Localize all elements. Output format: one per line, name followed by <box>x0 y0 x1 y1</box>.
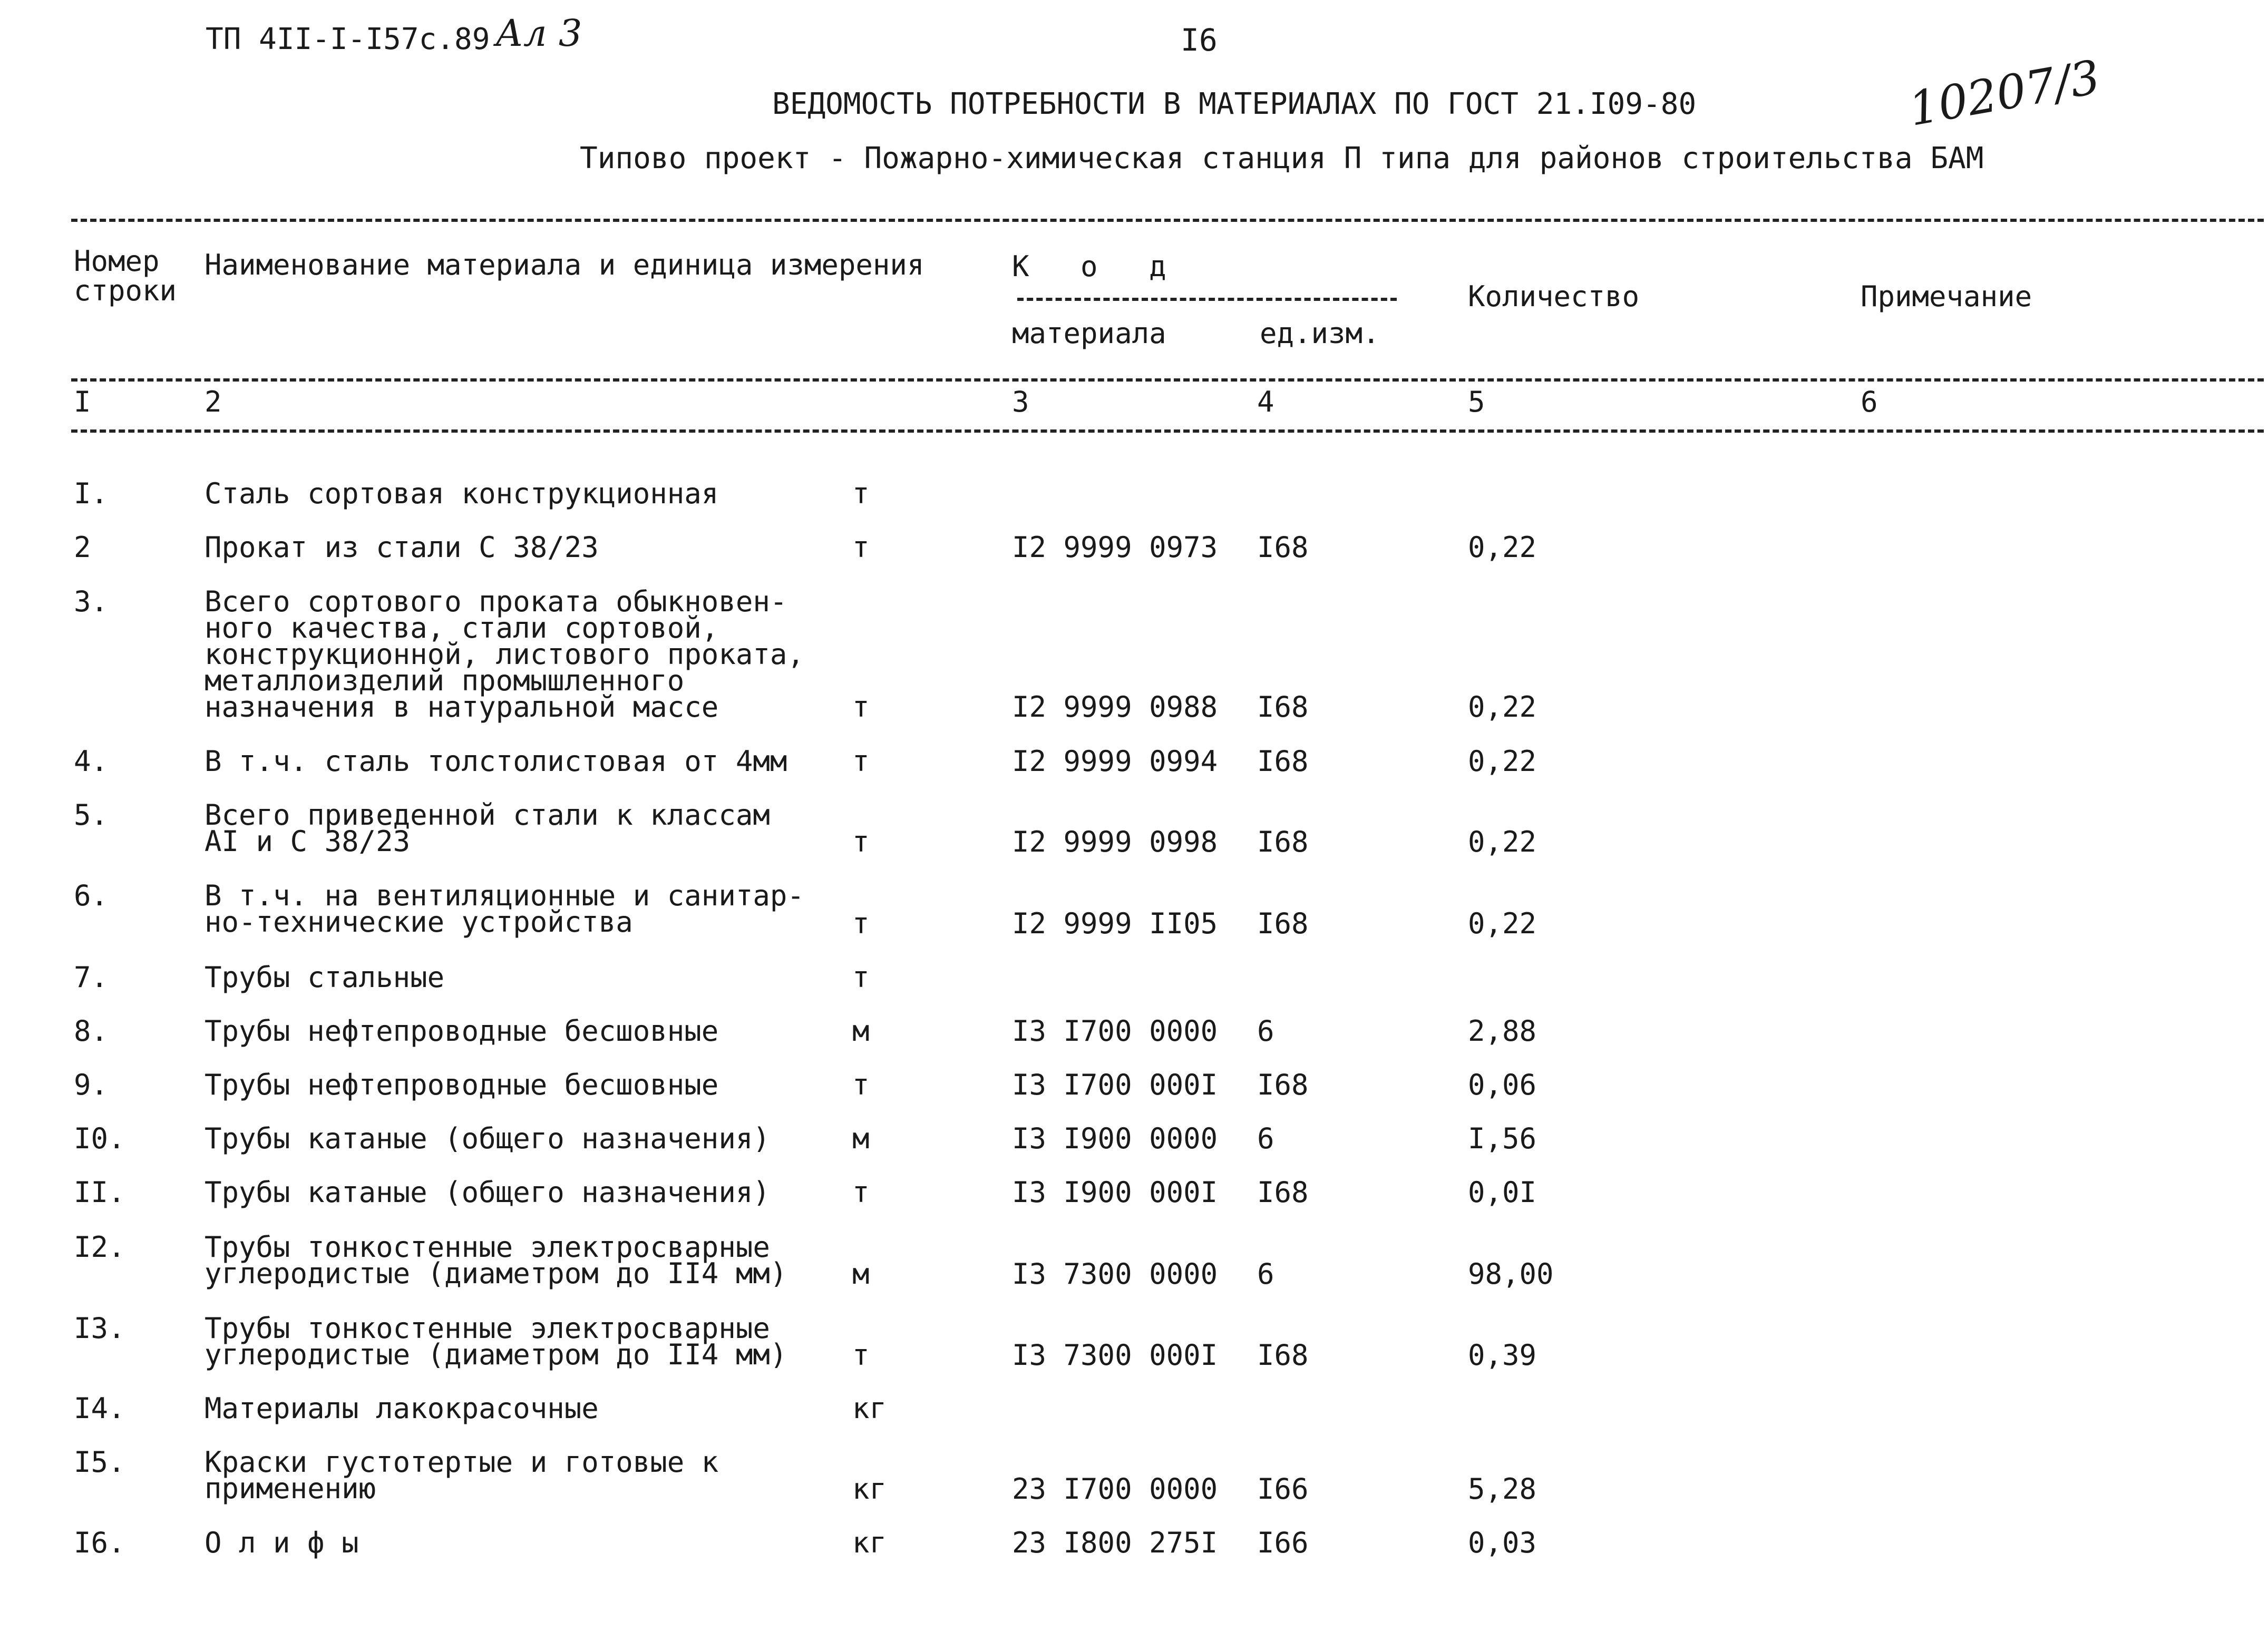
row-unit-code: I68 <box>1257 1068 1309 1101</box>
row-material-name: О л и ф ы <box>205 1526 359 1559</box>
row-quantity: 0,03 <box>1468 1526 1537 1559</box>
row-unit: кг <box>852 1392 887 1425</box>
row-number: 9. <box>74 1068 109 1101</box>
row-material-name: Всего приведенной стали к классам АI и С 38/23 <box>205 798 770 858</box>
row-unit-code: I66 <box>1257 1526 1309 1559</box>
row-material-code: I3 I700 000I <box>1012 1068 1218 1101</box>
row-material-code: I3 7300 0000 <box>1012 1257 1218 1291</box>
row-quantity: 98,00 <box>1468 1257 1554 1291</box>
row-unit: кг <box>852 1526 887 1559</box>
row-unit-code: I68 <box>1257 1176 1309 1209</box>
header-code-rule <box>1017 298 1397 301</box>
header-unit-code: ед.изм. <box>1260 317 1380 350</box>
row-material-name: Всего сортового проката обыкновен- ного качества, стали сортовой, конструкционной, листового проката, металлоизделий промышленного назначения в натуральной массе <box>205 585 804 724</box>
column-number-1: I <box>74 385 91 418</box>
row-unit: м <box>852 1257 870 1291</box>
row-unit: т <box>852 690 870 724</box>
row-number: 3. <box>74 585 109 618</box>
document-code: ТП 4II-I-I57с.89 <box>206 22 490 56</box>
header-material-name: Наименование материала и единица измерения <box>205 248 924 281</box>
row-unit: т <box>852 745 870 778</box>
header-mid-rule <box>71 378 2264 382</box>
row-number: I4. <box>74 1392 125 1425</box>
row-number: 2 <box>74 531 91 564</box>
row-unit: т <box>852 477 870 510</box>
row-quantity: 0,22 <box>1468 825 1537 858</box>
header-top-rule <box>71 219 2264 222</box>
row-number: 8. <box>74 1014 109 1048</box>
row-number: 7. <box>74 961 109 994</box>
row-material-name: Материалы лакокрасочные <box>205 1392 599 1425</box>
row-unit: т <box>852 1068 870 1101</box>
row-quantity: 5,28 <box>1468 1472 1537 1506</box>
row-material-code: I2 9999 0988 <box>1012 690 1218 724</box>
row-number: I. <box>74 477 109 510</box>
row-material-name: Трубы тонкостенные электросварные углеродистые (диаметром до II4 мм) <box>205 1312 787 1371</box>
row-material-code: I3 I900 0000 <box>1012 1122 1218 1155</box>
row-unit-code: I68 <box>1257 531 1309 564</box>
handwritten-number: 10207/3 <box>1904 50 2104 136</box>
row-number: I6. <box>74 1526 125 1559</box>
row-material-name: Трубы тонкостенные электросварные углеродистые (диаметром до II4 мм) <box>205 1230 787 1290</box>
row-quantity: 0,39 <box>1468 1339 1537 1372</box>
row-quantity: 0,22 <box>1468 531 1537 564</box>
row-material-code: I3 I900 000I <box>1012 1176 1218 1209</box>
row-material-name: Трубы стальные <box>205 961 445 994</box>
row-unit-code: I68 <box>1257 1339 1309 1372</box>
row-unit: т <box>852 825 870 858</box>
column-number-2: 2 <box>205 385 222 418</box>
row-number: I5. <box>74 1445 125 1479</box>
document-subtitle: Типово проект - Пожарно-химическая станция П типа для районов строительства БАМ <box>580 141 1984 175</box>
row-quantity: I,56 <box>1468 1122 1537 1155</box>
row-material-name: В т.ч. на вентиляционные и санитар- но-технические устройства <box>205 879 804 939</box>
row-number: 5. <box>74 798 109 832</box>
column-number-3: 3 <box>1012 385 1029 418</box>
row-unit-code: I68 <box>1257 745 1309 778</box>
row-material-code: I2 9999 0973 <box>1012 531 1218 564</box>
row-unit: т <box>852 1176 870 1209</box>
header-material-code: материала <box>1012 317 1166 350</box>
row-unit: кг <box>852 1472 887 1506</box>
row-material-name: Сталь сортовая конструкционная <box>205 477 719 510</box>
row-quantity: 0,22 <box>1468 745 1537 778</box>
row-unit: т <box>852 531 870 564</box>
row-number: I3. <box>74 1312 125 1345</box>
row-number: II. <box>74 1176 125 1209</box>
row-material-name: В т.ч. сталь толстолистовая от 4мм <box>205 745 787 778</box>
row-material-name: Краски густотертые и готовые к применению <box>205 1445 719 1505</box>
row-unit-code: I68 <box>1257 690 1309 724</box>
row-number: 6. <box>74 879 109 912</box>
row-unit: т <box>852 961 870 994</box>
header-code-group: К о д <box>1012 250 1166 283</box>
row-material-code: I3 7300 000I <box>1012 1339 1218 1372</box>
row-number: I2. <box>74 1230 125 1264</box>
row-quantity: 2,88 <box>1468 1014 1537 1048</box>
row-material-code: I2 9999 II05 <box>1012 907 1218 940</box>
row-unit-code: I68 <box>1257 907 1309 940</box>
row-unit: м <box>852 1014 870 1048</box>
header-note: Примечание <box>1861 280 2032 313</box>
row-material-name: Прокат из стали С 38/23 <box>205 531 599 564</box>
column-number-4: 4 <box>1257 385 1274 418</box>
row-material-name: Трубы катаные (общего назначения) <box>205 1176 770 1209</box>
row-number: 4. <box>74 745 109 778</box>
row-unit: т <box>852 907 870 940</box>
row-material-name: Трубы нефтепроводные бесшовные <box>205 1068 719 1101</box>
row-unit-code: 6 <box>1257 1257 1274 1291</box>
row-material-name: Трубы катаные (общего назначения) <box>205 1122 770 1155</box>
row-material-code: 23 I700 0000 <box>1012 1472 1218 1506</box>
row-quantity: 0,22 <box>1468 690 1537 724</box>
header-quantity: Количество <box>1468 280 1640 313</box>
column-number-5: 5 <box>1468 385 1485 418</box>
row-number: I0. <box>74 1122 125 1155</box>
header-bottom-rule <box>71 429 2264 433</box>
row-material-code: I3 I700 0000 <box>1012 1014 1218 1048</box>
document-title: ВЕДОМОСТЬ ПОТРЕБНОСТИ В МАТЕРИАЛАХ ПО ГОСТ 21.I09-80 <box>772 87 1697 121</box>
row-quantity: 0,22 <box>1468 907 1537 940</box>
row-unit-code: 6 <box>1257 1014 1274 1048</box>
column-number-6: 6 <box>1861 385 1878 418</box>
header-row-number: Номер строки <box>74 245 177 307</box>
row-unit: м <box>852 1122 870 1155</box>
row-material-code: I2 9999 0994 <box>1012 745 1218 778</box>
row-unit-code: I68 <box>1257 825 1309 858</box>
row-unit-code: I66 <box>1257 1472 1309 1506</box>
album-annotation: Ал 3 <box>495 12 582 55</box>
row-material-code: I2 9999 0998 <box>1012 825 1218 858</box>
row-quantity: 0,0I <box>1468 1176 1537 1209</box>
row-unit-code: 6 <box>1257 1122 1274 1155</box>
page-number: I6 <box>1181 22 1218 58</box>
row-unit: т <box>852 1339 870 1372</box>
row-material-name: Трубы нефтепроводные бесшовные <box>205 1014 719 1048</box>
row-quantity: 0,06 <box>1468 1068 1537 1101</box>
row-material-code: 23 I800 275I <box>1012 1526 1218 1559</box>
